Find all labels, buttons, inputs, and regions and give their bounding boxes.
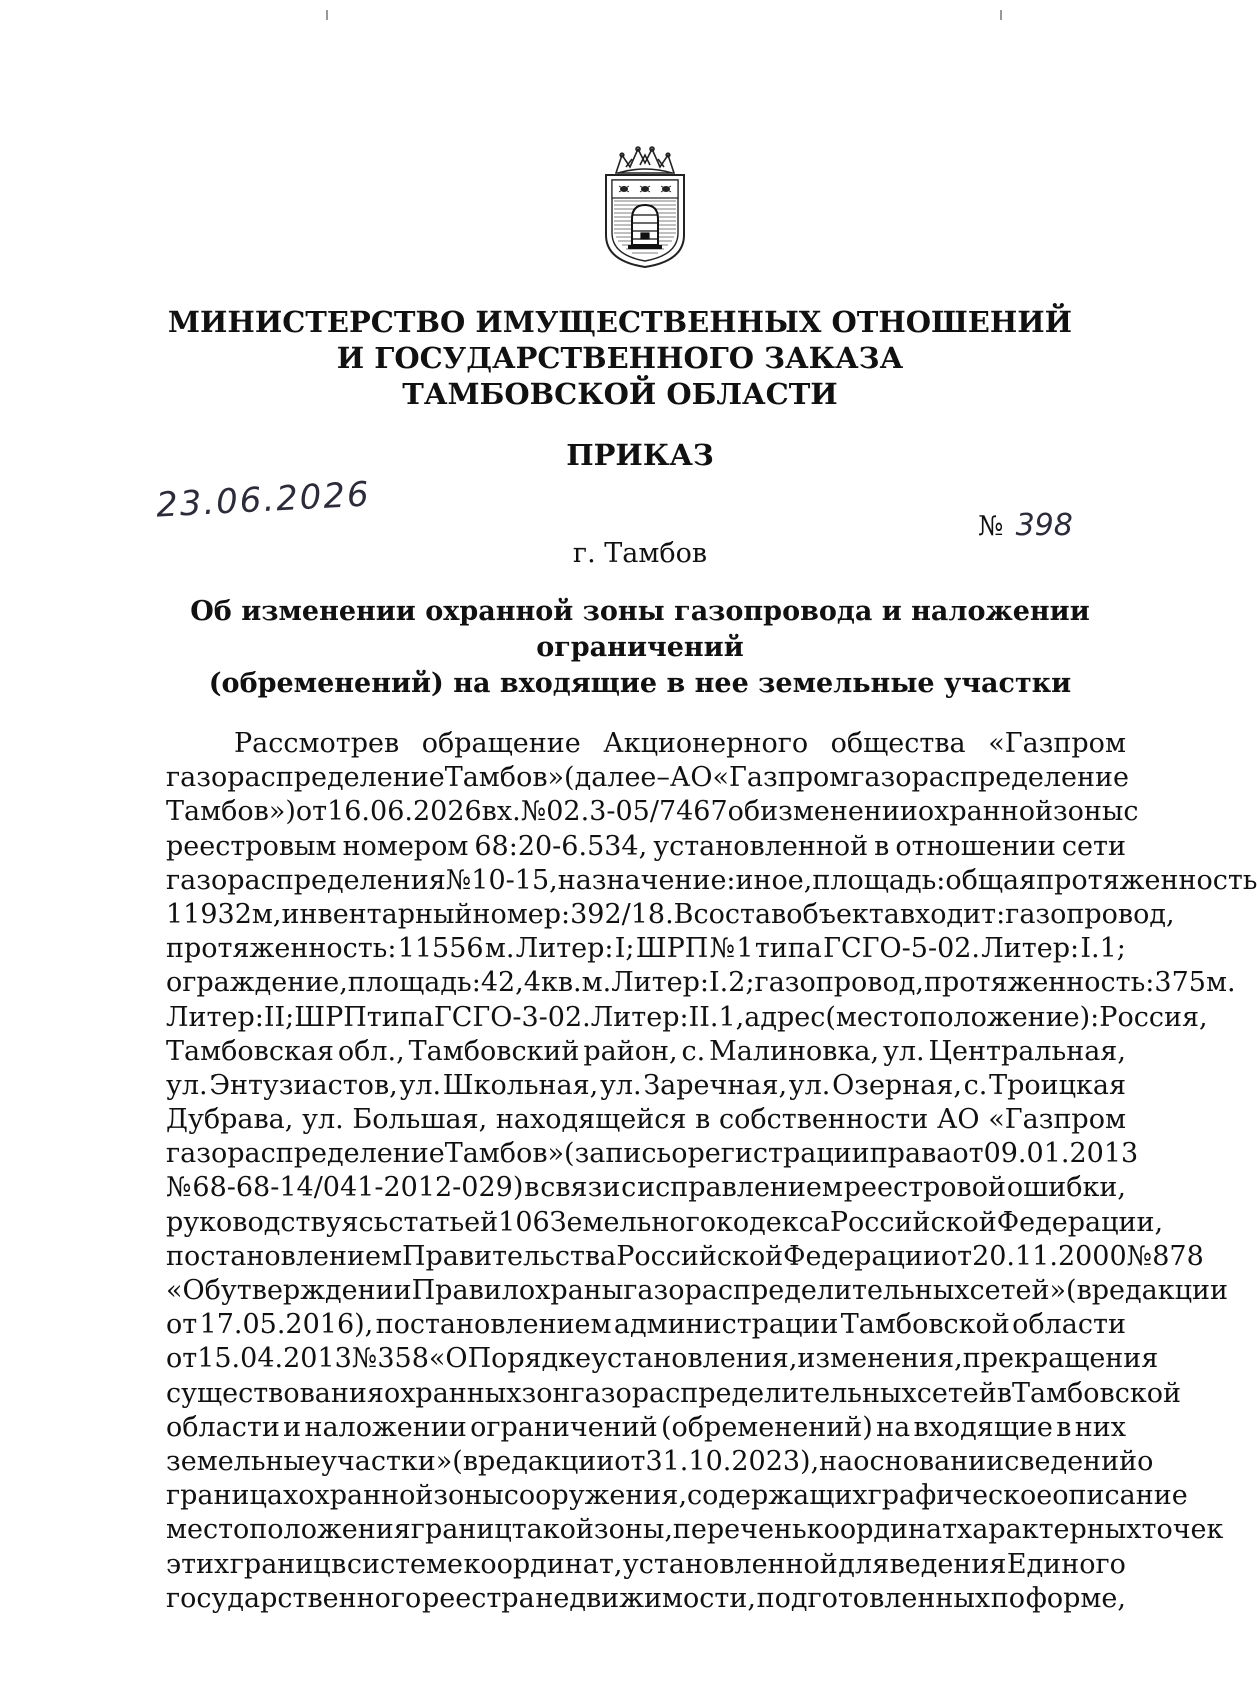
body-line: от 17.05.2016), постановлением администрации Тамбовской области xyxy=(166,1309,1126,1341)
body-line: газораспределение Тамбов» (запись о регистрации права от 09.01.2013 xyxy=(166,1138,1139,1170)
handwritten-date: 23.06.2026 xyxy=(155,474,372,526)
punch-mark-right xyxy=(1000,10,1002,20)
body-line: 11932 м, инвентарный номер: 392/18. В состав объекта входит: газопровод, xyxy=(166,898,1175,930)
order-body xyxy=(166,727,1257,1616)
document-type: ПРИКАЗ xyxy=(566,438,714,472)
body-line: земельные участки» (в редакции от 31.10.2023), на основании сведений о xyxy=(166,1445,1154,1477)
body-line: ул. Энтузиастов, ул. Школьная, ул. Заречная, ул. Озерная, с. Троицкая xyxy=(166,1069,1126,1101)
body-line: газораспределения №10-15, назначение: иное, площадь: общая протяженность xyxy=(166,864,1257,896)
ministry-header-line1: МИНИСТЕРСТВО ИМУЩЕСТВЕННЫХ ОТНОШЕНИЙ xyxy=(167,305,1073,339)
order-subject xyxy=(160,594,1120,702)
tambov-region-coat-of-arms-icon xyxy=(596,143,694,271)
ministry-header-line3: ТАМБОВСКОЙ ОБЛАСТИ xyxy=(402,377,838,411)
order-number xyxy=(978,508,1073,543)
body-line: этих границ в системе координат, установленной для ведения Единого xyxy=(166,1548,1126,1580)
body-line: Тамбов») от 16.06.2026 вх. № 02.3-05/7467 об изменении охранной зоны с xyxy=(166,796,1139,828)
body-line: ограждение, площадь: 42,4 кв.м. Литер: I.2; газопровод, протяженность: 375 м. xyxy=(166,967,1236,999)
body-line: Дубрава, ул. Большая, находящейся в собственности АО «Газпром xyxy=(166,1104,1126,1136)
body-line: реестровым номером 68:20-6.534, установленной в отношении сети xyxy=(166,830,1126,862)
body-line: области и наложении ограничений (обременений) на входящие в них xyxy=(166,1411,1126,1443)
ministry-header xyxy=(120,304,1120,412)
body-line: местоположения границ такой зоны, перечень координат характерных точек xyxy=(166,1514,1224,1546)
body-line: существования охранных зон газораспределительных сетей в Тамбовской xyxy=(166,1377,1182,1409)
body-line: № 68-68-14/041-2012-029) в связи с исправлением реестровой ошибки, xyxy=(166,1172,1126,1204)
city: г. Тамбов xyxy=(572,538,708,569)
body-line: протяженность: 11556 м. Литер: I; ШРП № 1 типа ГСГО-5-02. Литер: I.1; xyxy=(166,933,1126,965)
body-line: Рассмотрев обращение Акционерного общества «Газпром xyxy=(234,728,1126,759)
body-line: руководствуясь статьей 106 Земельного кодекса Российской Федерации, xyxy=(166,1206,1164,1238)
ministry-header-line2: И ГОСУДАРСТВЕННОГО ЗАКАЗА xyxy=(336,341,904,375)
order-number-label: № xyxy=(978,511,1004,542)
body-line: постановлением Правительства Российской Федерации от 20.11.2000 № 878 xyxy=(166,1240,1204,1272)
punch-mark-left xyxy=(326,10,328,20)
order-subject-line1: Об изменении охранной зоны газопровода и наложении ограничений xyxy=(190,596,1090,663)
order-subject-line2: (обременений) на входящие в нее земельные участки xyxy=(208,668,1072,699)
body-line: государственного реестра недвижимости, подготовленных по форме, xyxy=(166,1582,1126,1614)
body-line: границах охранной зоны сооружения, содержащих графическое описание xyxy=(166,1480,1188,1512)
handwritten-order-number: 398 xyxy=(1015,508,1073,543)
body-line: «Об утверждении Правил охраны газораспределительных сетей» (в редакции xyxy=(166,1275,1228,1306)
body-line: Тамбовская обл., Тамбовский район, с. Малиновка, ул. Центральная, xyxy=(166,1035,1126,1067)
body-line: Литер: II; ШРП типа ГСГО-3-02. Литер: II.1, адрес (местоположение): Россия, xyxy=(166,1001,1208,1033)
body-line: от 15.04.2013 № 358 «О Порядке установления, изменения, прекращения xyxy=(166,1343,1159,1375)
body-line: газораспределение Тамбов» (далее – АО «Газпром газораспределение xyxy=(166,762,1129,794)
